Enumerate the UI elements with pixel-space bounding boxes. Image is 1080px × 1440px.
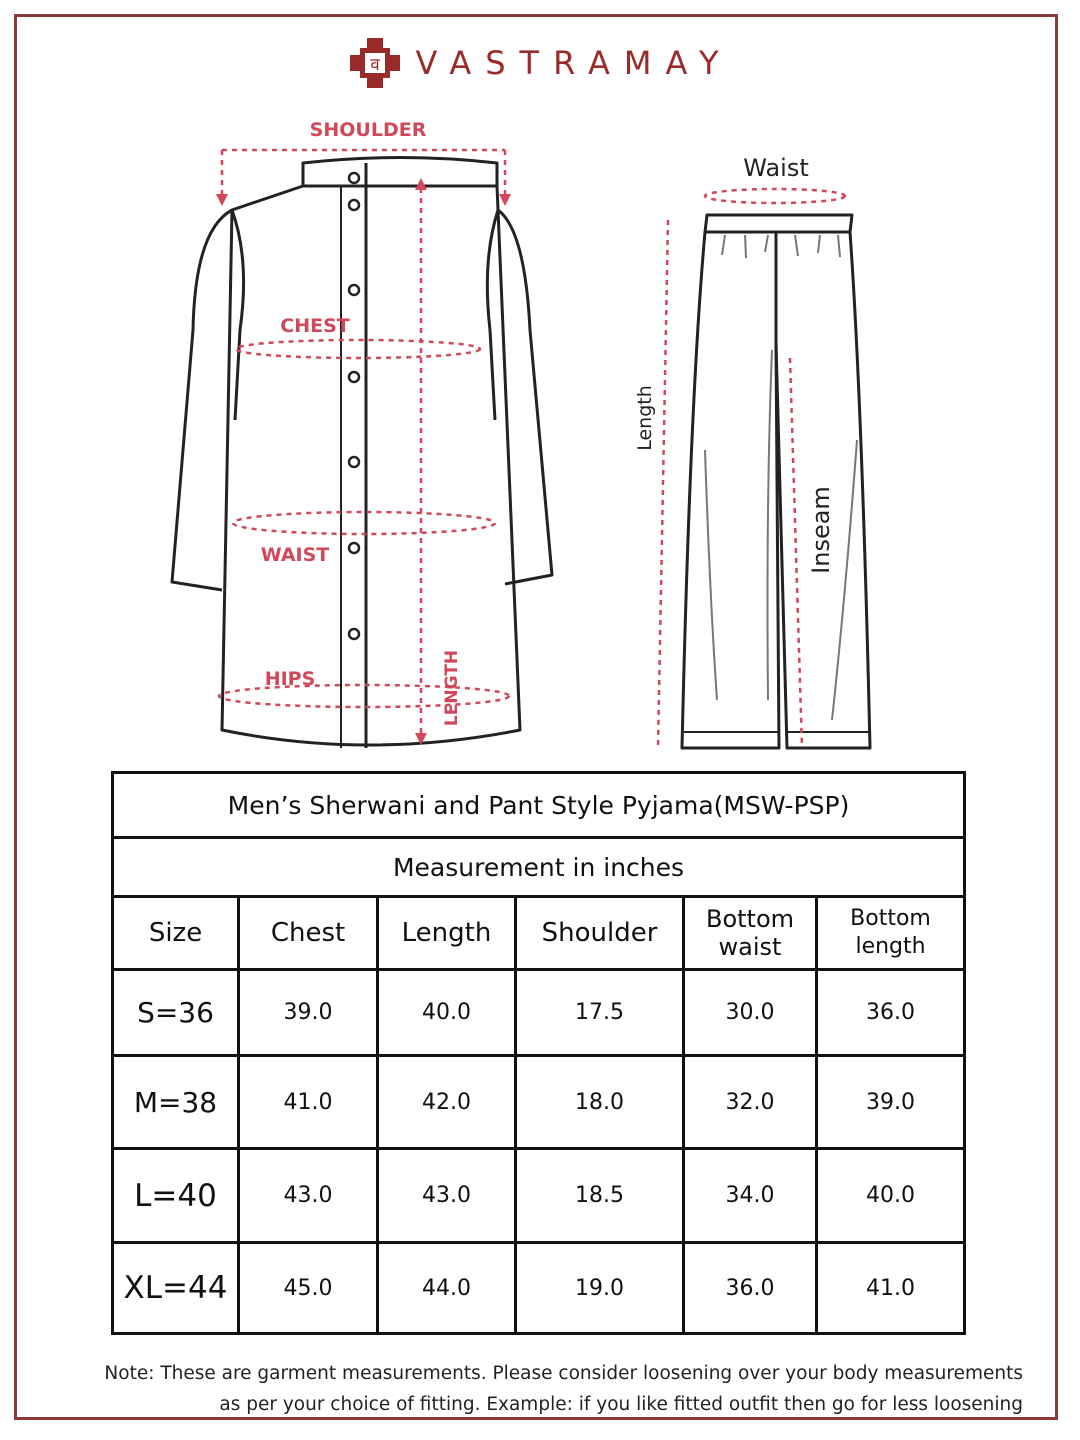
table-header-row xyxy=(113,897,965,970)
cell-bottom-waist: 34.0 xyxy=(684,1149,817,1243)
kurta-arrowheads xyxy=(216,178,511,745)
header-length: Length xyxy=(378,897,516,970)
note-line-1: Note: These are garment measurements. Please consider loosening over your body measurements xyxy=(104,1363,1023,1384)
cell-shoulder: 19.0 xyxy=(516,1243,684,1334)
table-row xyxy=(113,1056,965,1149)
header-bottom-waist xyxy=(684,897,817,970)
header-chest: Chest xyxy=(239,897,378,970)
cell-bottom-waist: 36.0 xyxy=(684,1243,817,1334)
cell-length: 42.0 xyxy=(378,1056,516,1149)
cell-shoulder: 18.5 xyxy=(516,1149,684,1243)
header-bottom-length-line1: Bottom xyxy=(850,906,931,931)
kurta-label-length: LENGTH xyxy=(442,649,462,727)
cell-length: 44.0 xyxy=(378,1243,516,1334)
table-row xyxy=(113,1243,965,1334)
cell-size: S=36 xyxy=(113,970,239,1056)
kurta-drawing xyxy=(172,158,552,749)
note-line-2: as per your choice of fitting. Example: if you like fitted outfit then go for less loosening xyxy=(219,1394,1023,1415)
cell-bottom-waist: 30.0 xyxy=(684,970,817,1056)
kurta-label-chest: CHEST xyxy=(280,315,350,337)
cell-length: 43.0 xyxy=(378,1149,516,1243)
header-bottom-length-line2: length xyxy=(855,934,926,959)
fitting-note xyxy=(55,1358,1023,1420)
garment-illustration xyxy=(0,100,1080,760)
cell-bottom-waist: 32.0 xyxy=(684,1056,817,1149)
size-chart-table xyxy=(111,771,966,1335)
header-shoulder: Shoulder xyxy=(516,897,684,970)
cell-shoulder: 17.5 xyxy=(516,970,684,1056)
kurta-label-waist: WAIST xyxy=(260,544,330,566)
cell-bottom-length: 40.0 xyxy=(817,1149,965,1243)
cell-chest: 43.0 xyxy=(239,1149,378,1243)
cell-shoulder: 18.0 xyxy=(516,1056,684,1149)
brand-header xyxy=(0,38,1080,88)
cell-chest: 39.0 xyxy=(239,970,378,1056)
cell-length: 40.0 xyxy=(378,970,516,1056)
table-title: Men’s Sherwani and Pant Style Pyjama(MSW-PSP) xyxy=(113,773,965,838)
brand-name: VASTRAMAY xyxy=(415,44,733,82)
header-bottom-waist-line1: Bottom xyxy=(705,905,795,933)
kurta-buttons xyxy=(349,173,359,639)
cell-bottom-length: 39.0 xyxy=(817,1056,965,1149)
kurta-label-hips: HIPS xyxy=(264,668,316,690)
header-bottom-length xyxy=(817,897,965,970)
pant-label-inseam: Inseam xyxy=(807,486,835,574)
brand-logo-icon xyxy=(348,36,402,90)
brand-logo-glyph: व xyxy=(369,55,380,75)
cell-size: L=40 xyxy=(113,1149,239,1243)
table-subtitle: Measurement in inches xyxy=(113,838,965,897)
table-row xyxy=(113,1149,965,1243)
pant-drawing xyxy=(682,215,870,748)
cell-chest: 41.0 xyxy=(239,1056,378,1149)
pant-label-waist: Waist xyxy=(743,154,809,182)
cell-size: XL=44 xyxy=(113,1243,239,1334)
cell-bottom-length: 41.0 xyxy=(817,1243,965,1334)
cell-bottom-length: 36.0 xyxy=(817,970,965,1056)
pant-measure-lines xyxy=(658,189,845,748)
pant-label-length: Length xyxy=(634,385,656,451)
header-size: Size xyxy=(113,897,239,970)
kurta-measure-lines xyxy=(219,150,509,735)
kurta-label-shoulder: SHOULDER xyxy=(309,119,427,141)
cell-size: M=38 xyxy=(113,1056,239,1149)
cell-chest: 45.0 xyxy=(239,1243,378,1334)
table-row xyxy=(113,970,965,1056)
header-bottom-waist-line2: waist xyxy=(718,933,782,961)
